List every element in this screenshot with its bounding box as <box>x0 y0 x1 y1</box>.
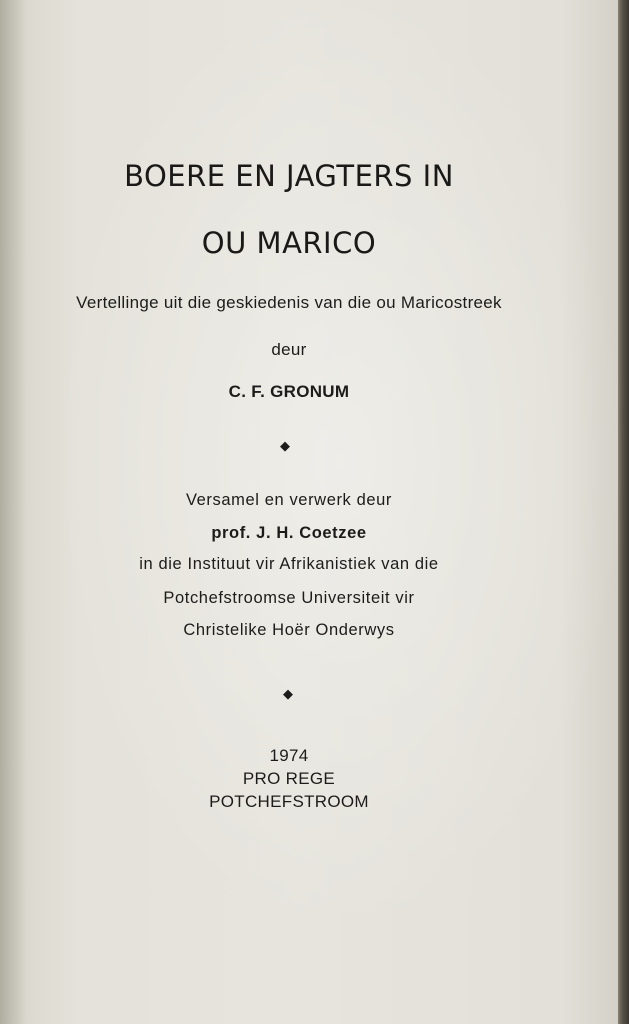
publication-place: POTCHEFSTROOM <box>209 792 369 811</box>
author-name: C. F. GRONUM <box>228 382 350 401</box>
page-edge <box>618 0 629 1024</box>
diamond-ornament-icon: ◆ <box>283 686 293 701</box>
editor-name: prof. J. H. Coetzee <box>211 524 367 542</box>
publisher-name: PRO REGE <box>242 769 336 788</box>
book-title-line-2: OU MARICO <box>201 226 377 260</box>
diamond-ornament-icon: ◆ <box>280 438 290 453</box>
publication-year: 1974 <box>269 746 309 765</box>
by-label: deur <box>271 340 307 359</box>
affiliation-line-1: in die Instituut vir Afrikanistiek van die <box>139 555 439 573</box>
book-title-line-1: BOERE EN JAGTERS IN <box>124 159 454 193</box>
book-subtitle: Vertellinge uit die geskiedenis van die ou Maricostreek <box>76 293 502 312</box>
compiled-by-label: Versamel en verwerk deur <box>185 491 393 509</box>
affiliation-line-2: Potchefstroomse Universiteit vir <box>163 589 415 607</box>
affiliation-line-3: Christelike Hoër Onderwys <box>183 621 395 639</box>
